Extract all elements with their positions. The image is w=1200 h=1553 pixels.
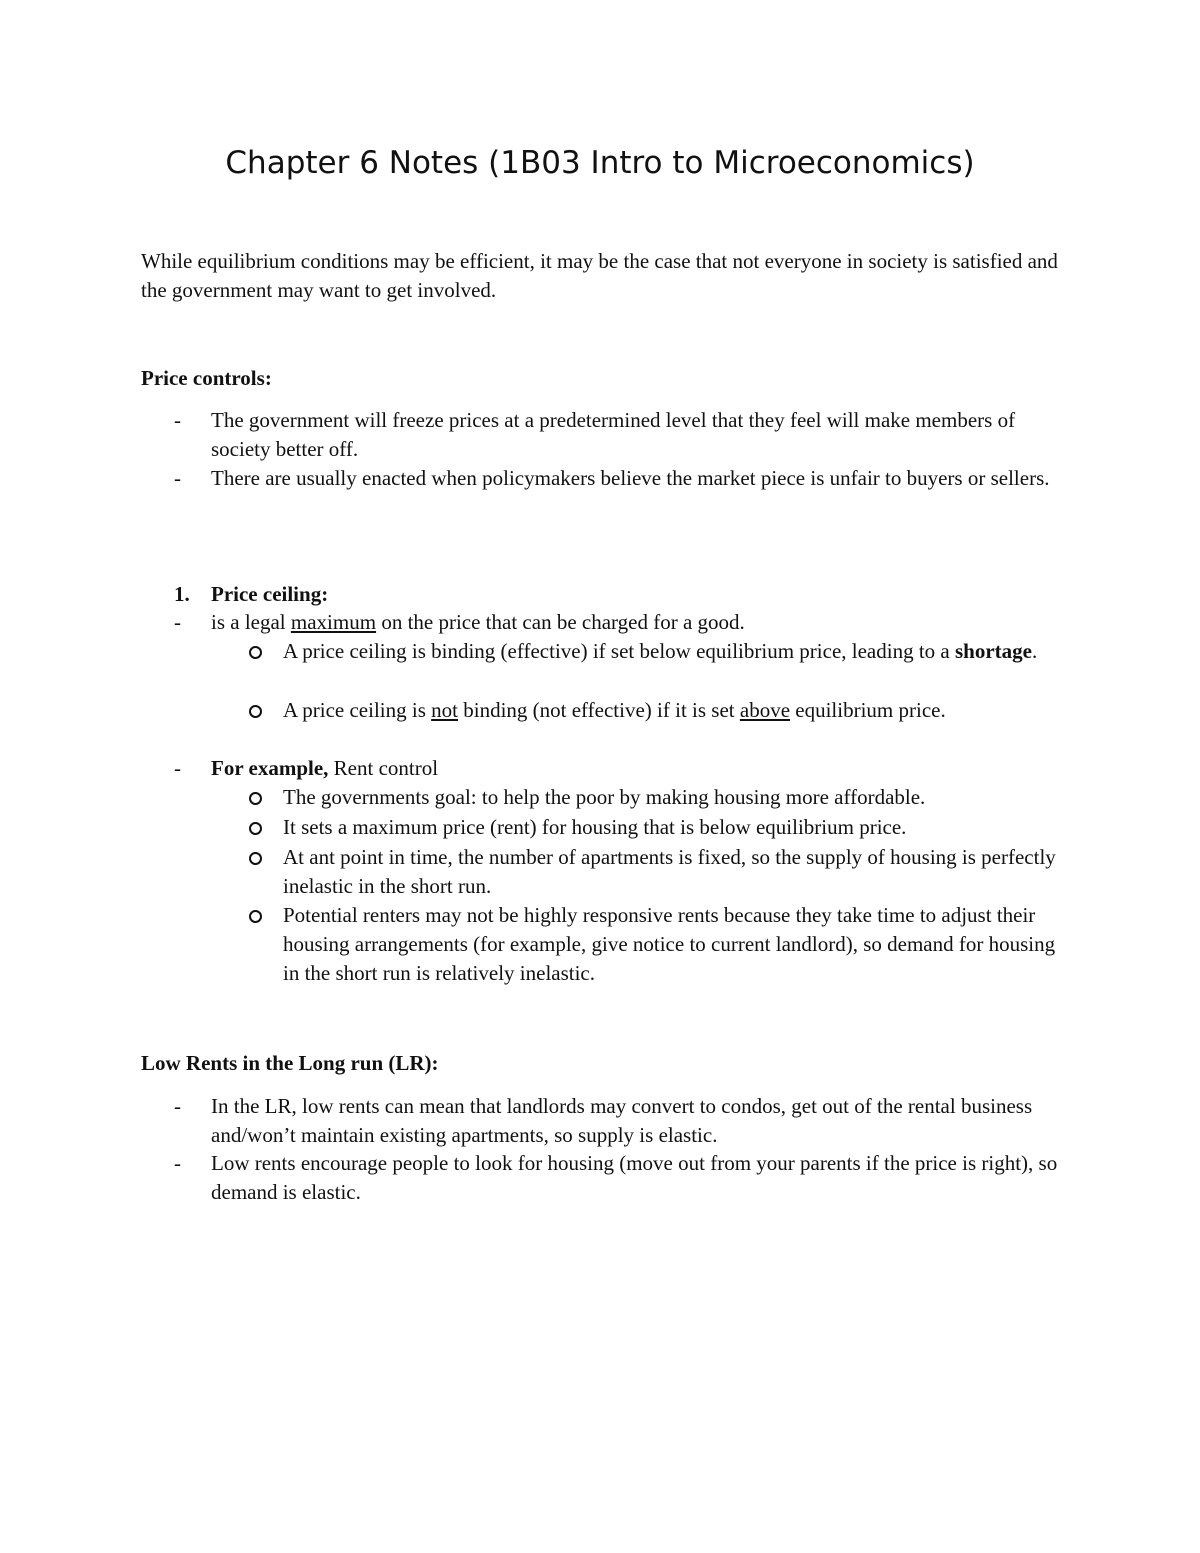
sub-list-item-text: At ant point in time, the number of apartments is fixed, so the supply of housing is perfectly inelastic in the short run. xyxy=(283,845,1056,898)
underlined-term: above xyxy=(739,698,791,722)
dash-bullet: - xyxy=(174,756,181,780)
dash-bullet: - xyxy=(174,408,181,432)
list-item-text: Low rents encourage people to look for housing (move out from your parents if the price is right), so demand is elastic. xyxy=(211,1151,1058,1204)
text-run: equilibrium price. xyxy=(790,698,946,722)
list-item-text: In the LR, low rents can mean that landlords may convert to condos, get out of the rental business and/won’t maintain existing apartments, so supply is elastic. xyxy=(211,1094,1033,1147)
dash-bullet: - xyxy=(174,1151,181,1175)
circle-bullet-icon xyxy=(249,705,262,718)
long-run-heading: Low Rents in the Long run (LR): xyxy=(141,1051,439,1075)
sub-list-item-text xyxy=(283,637,1073,666)
dash-bullet: - xyxy=(174,610,181,634)
list-item-text: The government will freeze prices at a predetermined level that they feel will make members of society better off. xyxy=(211,408,1016,461)
bold-term: shortage xyxy=(955,639,1032,663)
document-title: Chapter 6 Notes (1B03 Intro to Microeconomics) xyxy=(225,145,975,181)
sub-list-item-text xyxy=(283,696,1073,725)
circle-bullet-icon xyxy=(249,822,262,835)
sub-list-item-text: The governments goal: to help the poor by making housing more affordable. xyxy=(283,785,926,809)
sub-list-item-text: It sets a maximum price (rent) for housing that is below equilibrium price. xyxy=(283,815,907,839)
text-run: . xyxy=(1032,639,1038,663)
text-run: is a legal xyxy=(211,610,291,634)
price-controls-heading: Price controls: xyxy=(141,366,272,390)
underlined-term: not xyxy=(431,698,458,722)
circle-bullet-icon xyxy=(249,792,262,805)
example-heading xyxy=(211,754,1071,783)
intro-paragraph: While equilibrium conditions may be efficient, it may be the case that not everyone in society is satisfied and the government may want to get involved. xyxy=(141,249,1058,302)
example-topic: Rent control xyxy=(328,756,439,780)
underlined-term: maximum xyxy=(290,610,377,634)
price-ceiling-title: Price ceiling: xyxy=(211,582,329,606)
circle-bullet-icon xyxy=(249,910,262,923)
price-ceiling-definition xyxy=(211,608,1071,637)
circle-bullet-icon xyxy=(249,852,262,865)
sub-list-item-text: Potential renters may not be highly responsive rents because they take time to adjust their housing arrangements (for example, give notice to current landlord), so demand for housing in the short run is relatively inelastic. xyxy=(283,903,1056,985)
list-item-text: There are usually enacted when policymakers believe the market piece is unfair to buyers or sellers. xyxy=(211,466,1050,490)
dash-bullet: - xyxy=(174,1094,181,1118)
text-run: binding (not effective) if it is set xyxy=(457,698,740,722)
text-run: A price ceiling is xyxy=(283,698,432,722)
circle-bullet-icon xyxy=(249,646,262,659)
example-label: For example, xyxy=(211,756,329,780)
text-run: A price ceiling is binding (effective) if set below equilibrium price, leading to a xyxy=(283,639,955,663)
list-number: 1. xyxy=(174,582,190,606)
text-run: on the price that can be charged for a good. xyxy=(376,610,745,634)
dash-bullet: - xyxy=(174,466,181,490)
